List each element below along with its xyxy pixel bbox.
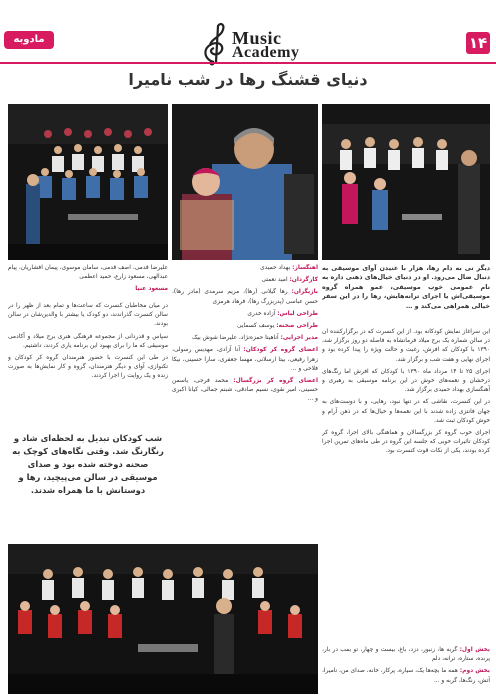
program-part [322,667,490,685]
paragraph: اجرای خوب گروه کر بزرگسالان و هماهنگی بالای اجرا، گروه کر کودکان تاثیرات خوبی که جلسه این گروه در طی ماه‌های تمرین اجرا کرده بودند، یکی از نکات قوت کنسرت بود. [322,430,490,455]
credit-entry [172,276,318,285]
treble-clef-icon [196,22,236,66]
photo-singer-on-stage [322,104,490,260]
credit-label: آهنگساز: [292,265,318,271]
paragraph: در این کنسرت، نقاشی که در تنها نبود، رهایی، و با دوست‌های به جهان فانتزی زاده شدند با این نغمه‌ها و خیال‌ها که در ذهن آرام و خوش کودکان ثبت شد. [322,399,490,424]
program-list [322,646,490,696]
credit-value: یوسف کسمایی [236,323,275,330]
left-subheading: مسعود عنیا [135,286,168,293]
article-lead: دیگر نی به دام رها، هزار با عنیدن آوای موسیقی به دنبال ضال می‌رود. او در دنیای خیال‌های ذهنی داره به نام عمومی خوب موسیقی، عمو همراه گروه موسیقی‌اش یا اجرای ترانه‌هایش، رها را در این سفر خیالی همراهی می‌کند و … [322,264,490,310]
header-divider [0,62,496,64]
credit-entry [172,377,318,405]
article-title: دنیای قشنگ رها در شب نامیرا [128,70,368,89]
left-top-names [8,264,168,294]
credit-label: بازیگران: [291,289,318,296]
program-part-label: بخش دوم: [459,668,490,675]
pull-quote: شب کودکان تبدیل به لحظه‌ای شاد و رنگارنگ شد. وقتی نگاه‌های کوچک به صحنه دوخته شده بود و صدای موسیقی در سالن می‌پیچید، رها و دوستانش با ما همراه شدند. [12,433,164,495]
credit-entry [172,334,318,343]
program-part-label: بخش اول: [459,647,490,653]
credit-value: رها گیلانی (رها)، مریم سرمدی (مادر رها)، حسن عباسی (پدربزرگ رها)، فرهاد هرمزی [172,289,318,305]
credit-value: بهداد حمیدی [260,265,291,271]
credit-entry [172,322,318,331]
paragraph: در میان مخاطبان کنسرت که ساعت‌ها و تمام بعد از ظهر را در سالن کنسرت گذراندند، دو کودک یا بیشتر با والدین‌شان در سالن بودند. [8,303,168,328]
credit-label: طراحی صحنه: [276,323,318,330]
logo-line1: Music [232,28,282,48]
credit-value: آزاده خدری [247,310,276,317]
credit-entry [172,288,318,306]
credit-entry [172,346,318,374]
column-left [8,302,168,428]
program-part [322,646,490,664]
credit-label: اعضای گروه کر بزرگسال: [233,378,318,385]
section-badge: مادوبه [4,31,54,49]
credit-entry [172,310,318,319]
logo-line2: Academy [232,44,300,61]
credit-label: اعضای گروه کر کودکان: [243,347,318,354]
page-number: ۱۴ [466,32,490,54]
photo-concert-ensemble [8,544,318,694]
photo-children-choir [8,104,168,260]
credit-value: محمد فرجی، یاسمن حسینی، امیر نقوی، نسیم صادقی، شبنم جمالی، کیانا اکبری و ... [172,378,318,403]
paragraph: سپاس و قدردانی از مجموعه فرهنگی هنری برج میلاد و آکادمی موسیقی که ما را برای بهبود این برنامه یاری کردند، داشتیم. [8,333,168,349]
column-right [322,328,490,644]
column-credits [172,264,318,540]
music-academy-logo [196,22,316,66]
credit-entry [172,264,318,273]
credit-value: آناهیتا حمزه‌نژاد، علیرضا شوش بیک [192,335,279,342]
program-part-text: همه ما بچه‌ها یک، سیاره، پرکار، خانه، صدای من، نامیرا، آتش، رنگ‌ها، گربه و ... [322,668,490,684]
paragraph: این سرآغاز نمایش کودکانه بود. از این کنسرت که در برگزارکننده آن در سالن شماره یک برج میلاد فرمانشاه به فاصله دو روز برگزار شد، ۱۳۹۰ با کودکان که افرش، رغبت و حالت ویژه را پیدا کرده بود و اجرای نهایی و هفت شب و برگزار شد. [322,329,490,363]
paragraph: اجرای ۲۵ تا ۱۴ مرداد ماه ۱۳۹۰ با کودکان که افرش اما رنگ‌های درخشان و نغمه‌های خوش در این برنامه موسیقی به رهبری و آهنگسازی بهداد حمیدی برگزار شد. [322,368,490,394]
names-list: علیرضا قدمی، آصف قدمی، سامان موسوی، پیمان افشاریان، پیام عبدالهی، مسعود زارع، حمید اعظمی [8,265,168,281]
paragraph: در طی این کنسرت با حضور هنرمندان گروه کر کودکان و تکنوازی، آوای و دیگر هنرمندان، گروه و کار نمایش‌ها به صورت زنده و یک روایت را اجرا کردند. [8,355,168,380]
credit-label: کارگردان: [289,277,318,284]
credit-value: امید نعمتی [261,277,288,284]
credit-label: مدیر اجرایی: [280,335,318,342]
program-part-text: گربه ها، زنبور، دزد، باغ، بیست و چهار، تو بمب در بار، پرنده، ستاره، ترانه، دلم [322,647,490,663]
credit-label: طراحی لباس: [277,310,318,317]
photo-grandfather-and-child [172,104,318,260]
credit-value: آنا آزادی، مهدیس رسولی، زهرا رفیعی، بیتا ارسلانی، مهسا جعفری، سارا حسینی، نیکا فلاحی و ... [172,347,318,372]
